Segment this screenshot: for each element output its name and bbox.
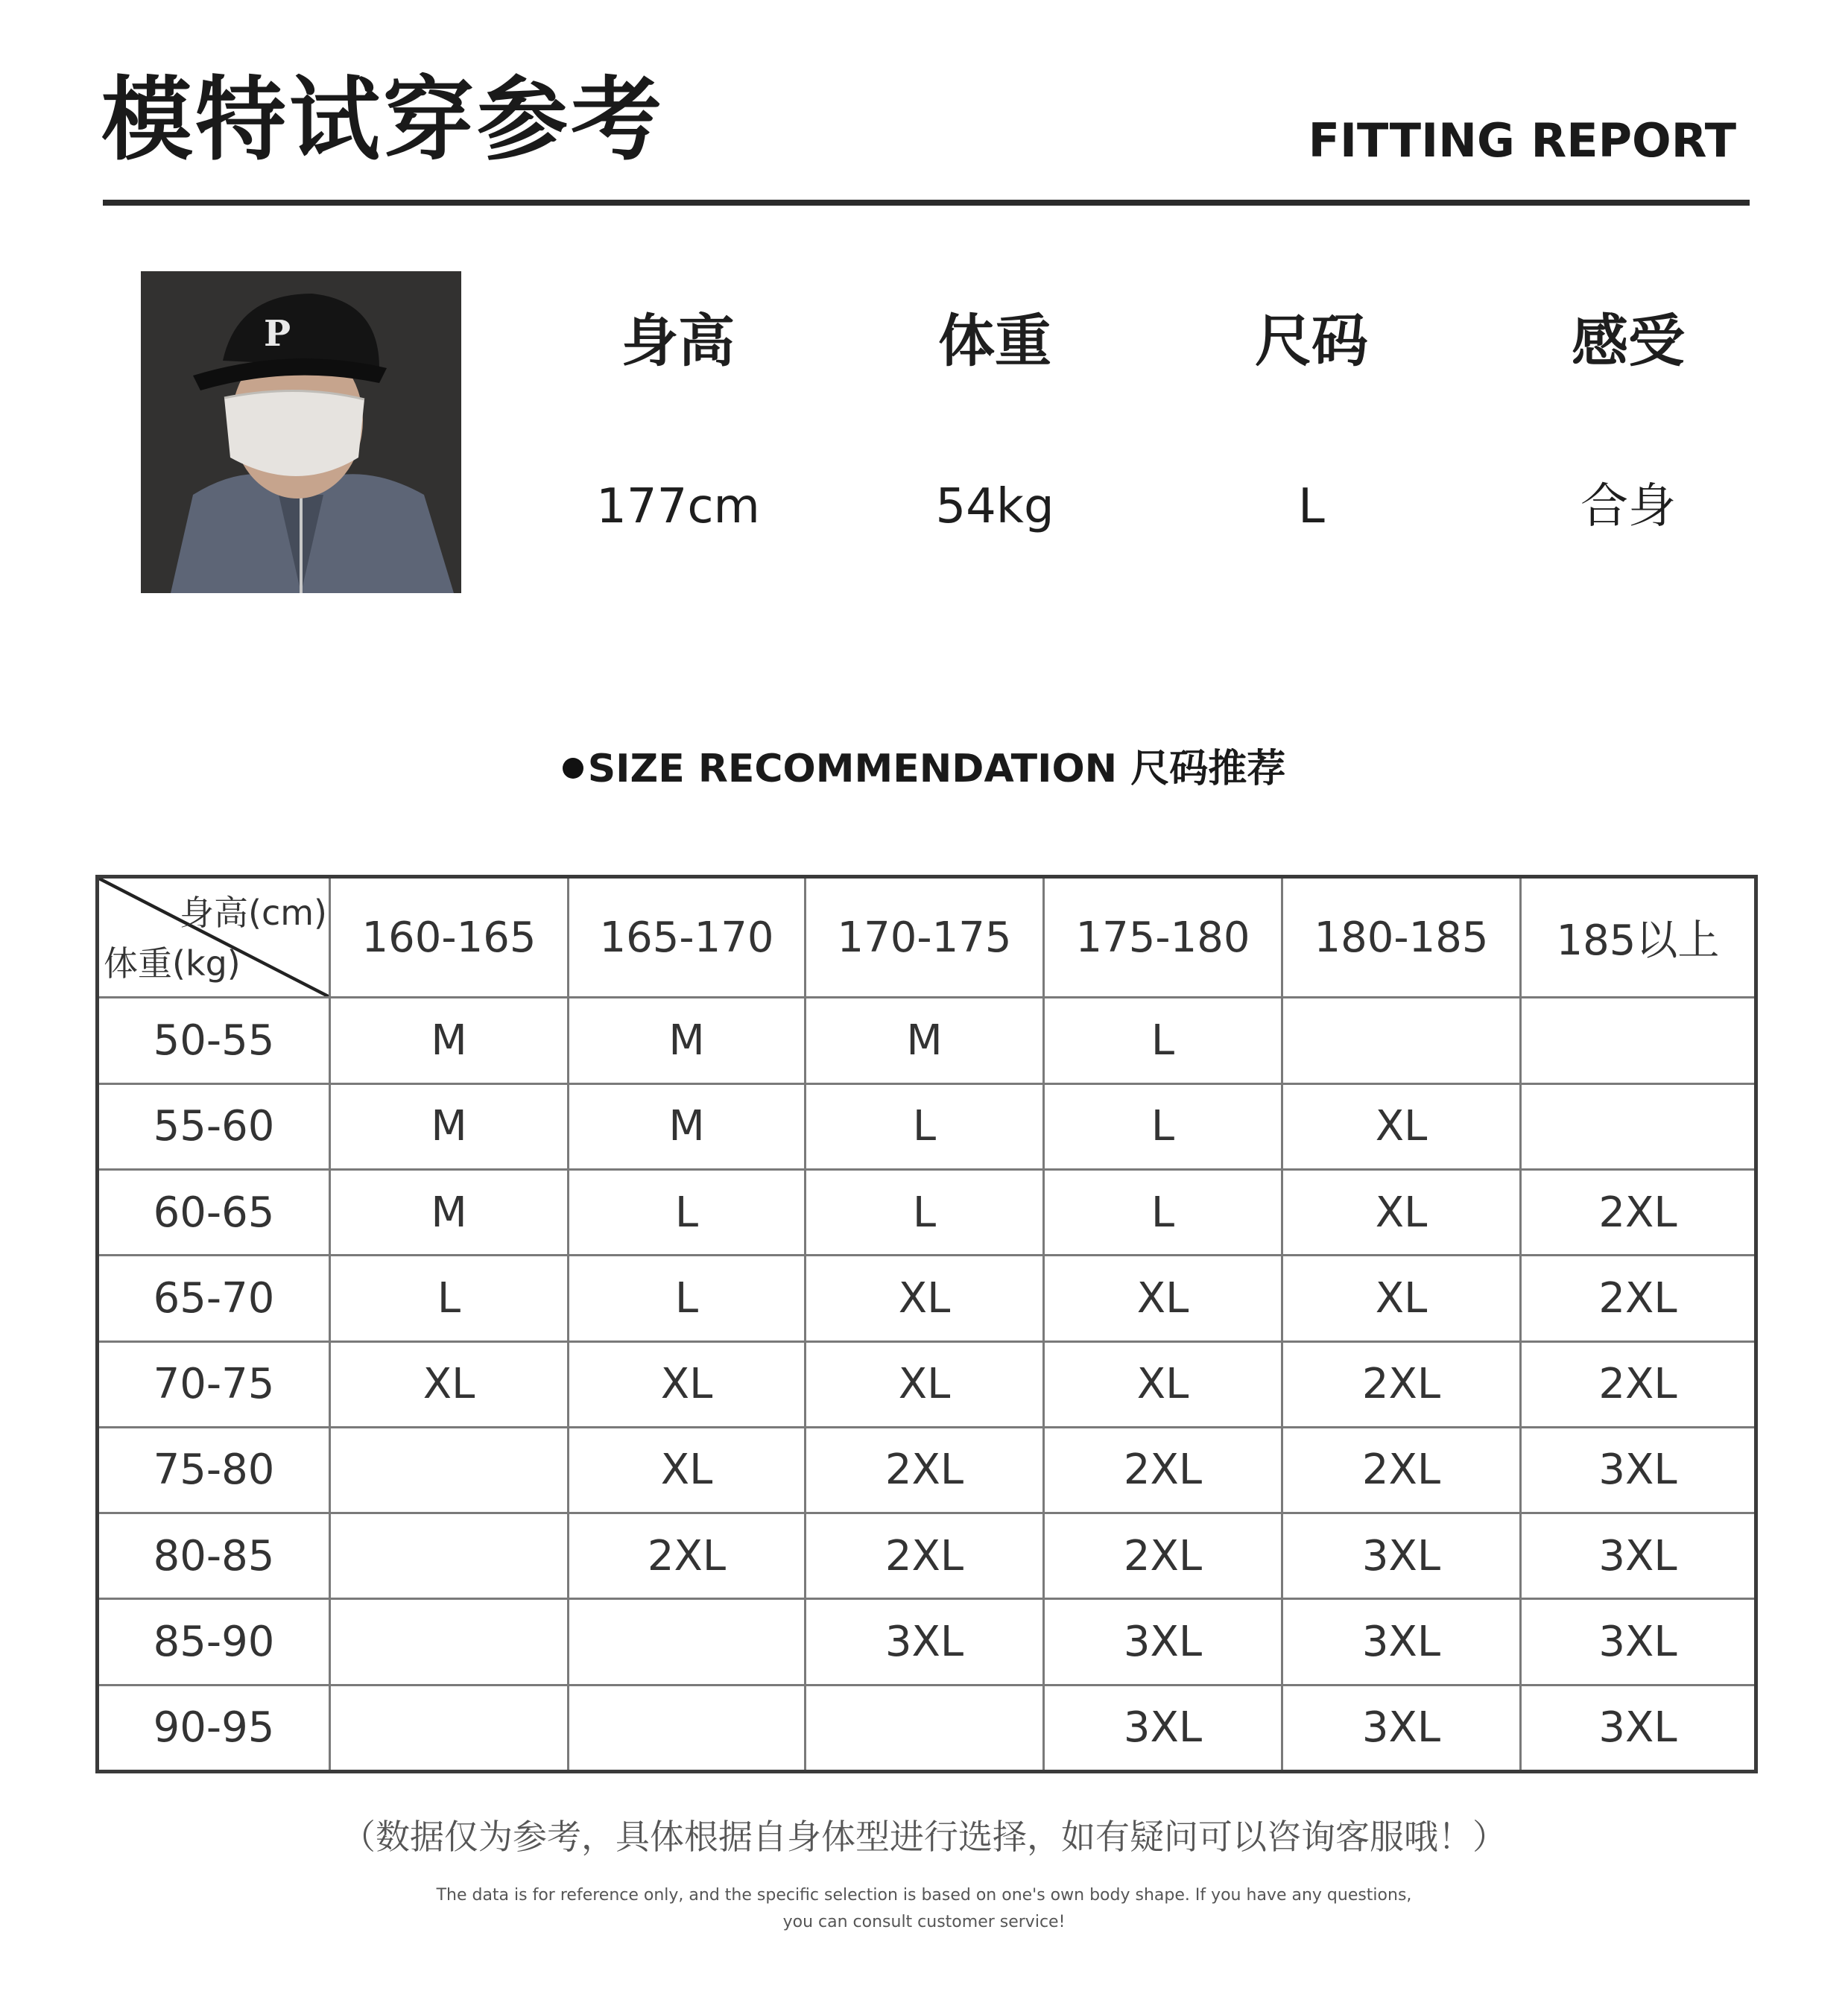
model-size-label: 尺码 — [1255, 308, 1368, 374]
height-range-header: 185以上 — [1521, 877, 1756, 998]
size-cell: L — [806, 1083, 1044, 1169]
size-cell: 2XL — [806, 1513, 1044, 1599]
size-cell: 3XL — [1282, 1685, 1521, 1771]
table-row — [98, 1169, 1756, 1255]
size-cell: 3XL — [806, 1599, 1044, 1685]
table-row — [98, 1341, 1756, 1427]
table-row — [98, 1427, 1756, 1513]
corner-height-label: 身高(cm) — [180, 893, 327, 933]
title-divider — [103, 200, 1750, 206]
table-row — [98, 998, 1756, 1083]
weight-range-cell: 60-65 — [98, 1169, 330, 1255]
size-cell — [1521, 998, 1756, 1083]
table-header-row — [98, 877, 1756, 998]
weight-range-cell: 50-55 — [98, 998, 330, 1083]
size-cell — [330, 1599, 569, 1685]
table-row — [98, 1599, 1756, 1685]
size-cell — [1521, 1083, 1756, 1169]
size-cell: M — [569, 998, 806, 1083]
size-cell — [569, 1599, 806, 1685]
weight-range-cell: 75-80 — [98, 1427, 330, 1513]
table-row — [98, 1685, 1756, 1771]
section-title-text: SIZE RECOMMENDATION 尺码推荐 — [587, 747, 1286, 791]
weight-range-cell: 70-75 — [98, 1341, 330, 1427]
model-height-value: 177cm — [596, 479, 760, 534]
size-cell: 3XL — [1521, 1685, 1756, 1771]
size-cell: 3XL — [1521, 1427, 1756, 1513]
size-table — [95, 875, 1758, 1773]
size-cell: M — [806, 998, 1044, 1083]
size-cell: 2XL — [1282, 1427, 1521, 1513]
size-cell: 2XL — [1521, 1169, 1756, 1255]
size-cell: 2XL — [1521, 1256, 1756, 1341]
height-range-header: 180-185 — [1282, 877, 1521, 998]
size-cell: 3XL — [1044, 1685, 1282, 1771]
size-cell: XL — [1282, 1256, 1521, 1341]
size-cell: M — [330, 1083, 569, 1169]
size-cell: L — [330, 1256, 569, 1341]
size-cell: 2XL — [1044, 1513, 1282, 1599]
size-cell: XL — [330, 1341, 569, 1427]
size-cell: XL — [1044, 1341, 1282, 1427]
size-cell: XL — [1044, 1256, 1282, 1341]
weight-range-cell: 65-70 — [98, 1256, 330, 1341]
size-cell: 3XL — [1282, 1599, 1521, 1685]
model-weight-label: 体重 — [938, 308, 1051, 374]
height-range-header: 160-165 — [330, 877, 569, 998]
model-size-value: L — [1298, 479, 1325, 534]
size-cell — [330, 1513, 569, 1599]
size-cell: L — [1044, 998, 1282, 1083]
corner-cell — [98, 877, 330, 998]
size-cell: XL — [1282, 1169, 1521, 1255]
disclaimer-en-line-1: The data is for reference only, and the specific selection is based on one's own body shape. If you have any questions, — [436, 1886, 1412, 1905]
size-cell: 3XL — [1521, 1513, 1756, 1599]
height-range-header: 165-170 — [569, 877, 806, 998]
size-cell — [806, 1685, 1044, 1771]
size-cell: 2XL — [1044, 1427, 1282, 1513]
size-cell: M — [569, 1083, 806, 1169]
table-row — [98, 1256, 1756, 1341]
size-cell — [569, 1685, 806, 1771]
size-cell: XL — [806, 1256, 1044, 1341]
size-cell: M — [330, 1169, 569, 1255]
page-title: 模特试穿参考 — [101, 67, 665, 173]
size-table-body — [98, 877, 1756, 1772]
disclaimer-cn: （数据仅为参考，具体根据自身体型进行选择，如有疑问可以咨询客服哦！） — [341, 1817, 1507, 1857]
size-cell: XL — [1282, 1083, 1521, 1169]
height-range-header: 170-175 — [806, 877, 1044, 998]
section-title — [0, 747, 1848, 791]
size-cell: 3XL — [1282, 1513, 1521, 1599]
size-cell: 3XL — [1521, 1599, 1756, 1685]
disclaimer-en-line-2: you can consult customer service! — [782, 1913, 1066, 1931]
size-cell: L — [806, 1169, 1044, 1255]
size-cell — [330, 1427, 569, 1513]
size-cell: 3XL — [1044, 1599, 1282, 1685]
table-row — [98, 1083, 1756, 1169]
model-height-label: 身高 — [621, 308, 735, 374]
size-cell: L — [1044, 1083, 1282, 1169]
model-weight-value: 54kg — [935, 479, 1054, 534]
size-cell: 2XL — [569, 1513, 806, 1599]
size-cell: XL — [569, 1427, 806, 1513]
size-cell: L — [1044, 1169, 1282, 1255]
page-subtitle: FITTING REPORT — [1308, 113, 1736, 168]
weight-range-cell: 85-90 — [98, 1599, 330, 1685]
size-cell: M — [330, 998, 569, 1083]
weight-range-cell: 90-95 — [98, 1685, 330, 1771]
size-cell: 2XL — [1282, 1341, 1521, 1427]
height-range-header: 175-180 — [1044, 877, 1282, 998]
weight-range-cell: 80-85 — [98, 1513, 330, 1599]
model-photo — [141, 271, 461, 593]
size-cell: 2XL — [806, 1427, 1044, 1513]
bullet-dot-icon — [563, 758, 583, 779]
size-cell: L — [569, 1256, 806, 1341]
svg-text:P: P — [264, 313, 291, 355]
table-row — [98, 1513, 1756, 1599]
model-fit-label: 感受 — [1572, 308, 1685, 374]
weight-range-cell: 55-60 — [98, 1083, 330, 1169]
size-cell: L — [569, 1169, 806, 1255]
size-cell: 2XL — [1521, 1341, 1756, 1427]
disclaimer-en — [417, 1882, 1431, 1936]
size-cell — [1282, 998, 1521, 1083]
model-photo-icon — [141, 271, 461, 593]
model-fit-value: 合身 — [1580, 479, 1676, 534]
model-measurements — [522, 308, 1833, 551]
corner-weight-label: 体重(kg) — [104, 943, 241, 984]
size-cell: XL — [569, 1341, 806, 1427]
size-cell — [330, 1685, 569, 1771]
size-cell: XL — [806, 1341, 1044, 1427]
